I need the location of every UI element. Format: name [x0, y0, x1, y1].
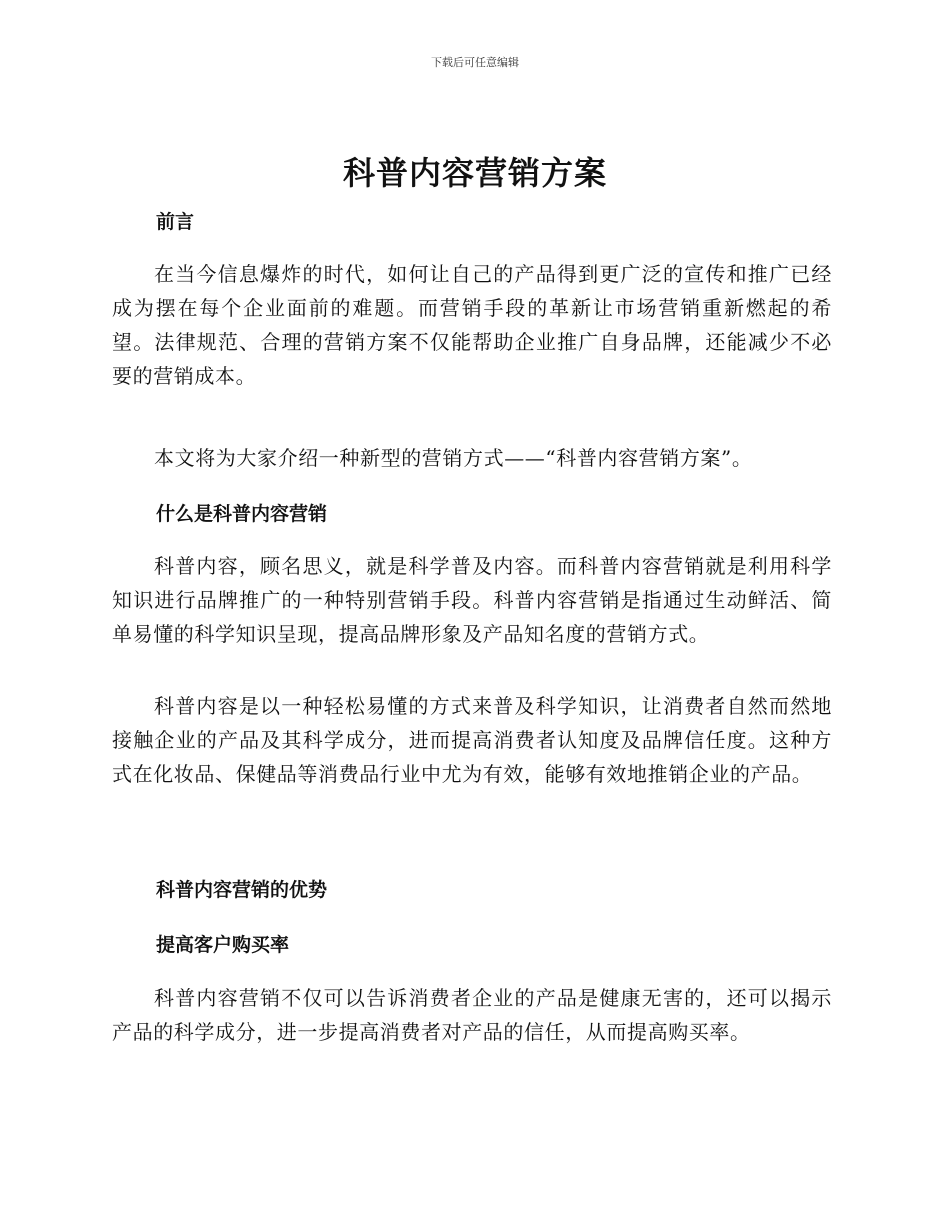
paragraph-advantages-1: 科普内容营销不仅可以告诉消费者企业的产品是健康无害的，还可以揭示产品的科学成分，进一步提高消费者对产品的信任，从而提高购买率。 — [112, 986, 832, 1044]
paragraph-what-2: 科普内容是以一种轻松易懂的方式来普及科学知识，让消费者自然而然地接触企业的产品及其科学成分，进而提高消费者认知度及品牌信任度。这种方式在化妆品、保健品等消费品行业中尤为有效，能够有效地推销企业的产品。 — [112, 694, 832, 786]
header-note: 下载后可任意编辑 — [431, 56, 519, 69]
section-heading-what: 什么是科普内容营销 — [156, 503, 328, 525]
paragraph-preface-2: 本文将为大家介绍一种新型的营销方式——“科普内容营销方案”。 — [154, 446, 753, 470]
subsection-heading-purchase-rate: 提高客户购买率 — [156, 934, 290, 956]
paragraph-preface-1: 在当今信息爆炸的时代，如何让自己的产品得到更广泛的宣传和推广已经成为摆在每个企业面前的难题。而营销手段的革新让市场营销重新燃起的希望。法律规范、合理的营销方案不仅能帮助企业推广自身品牌，还能减少不必要的营销成本。 — [112, 262, 832, 388]
paragraph-what-1: 科普内容，顾名思义，就是科学普及内容。而科普内容营销就是利用科学知识进行品牌推广的一种特别营销手段。科普内容营销是指通过生动鲜活、简单易懂的科学知识呈现，提高品牌形象及产品知名度的营销方式。 — [112, 554, 832, 646]
section-heading-preface: 前言 — [156, 211, 195, 233]
section-heading-advantages: 科普内容营销的优势 — [156, 879, 328, 901]
document-title: 科普内容营销方案 — [342, 154, 607, 192]
